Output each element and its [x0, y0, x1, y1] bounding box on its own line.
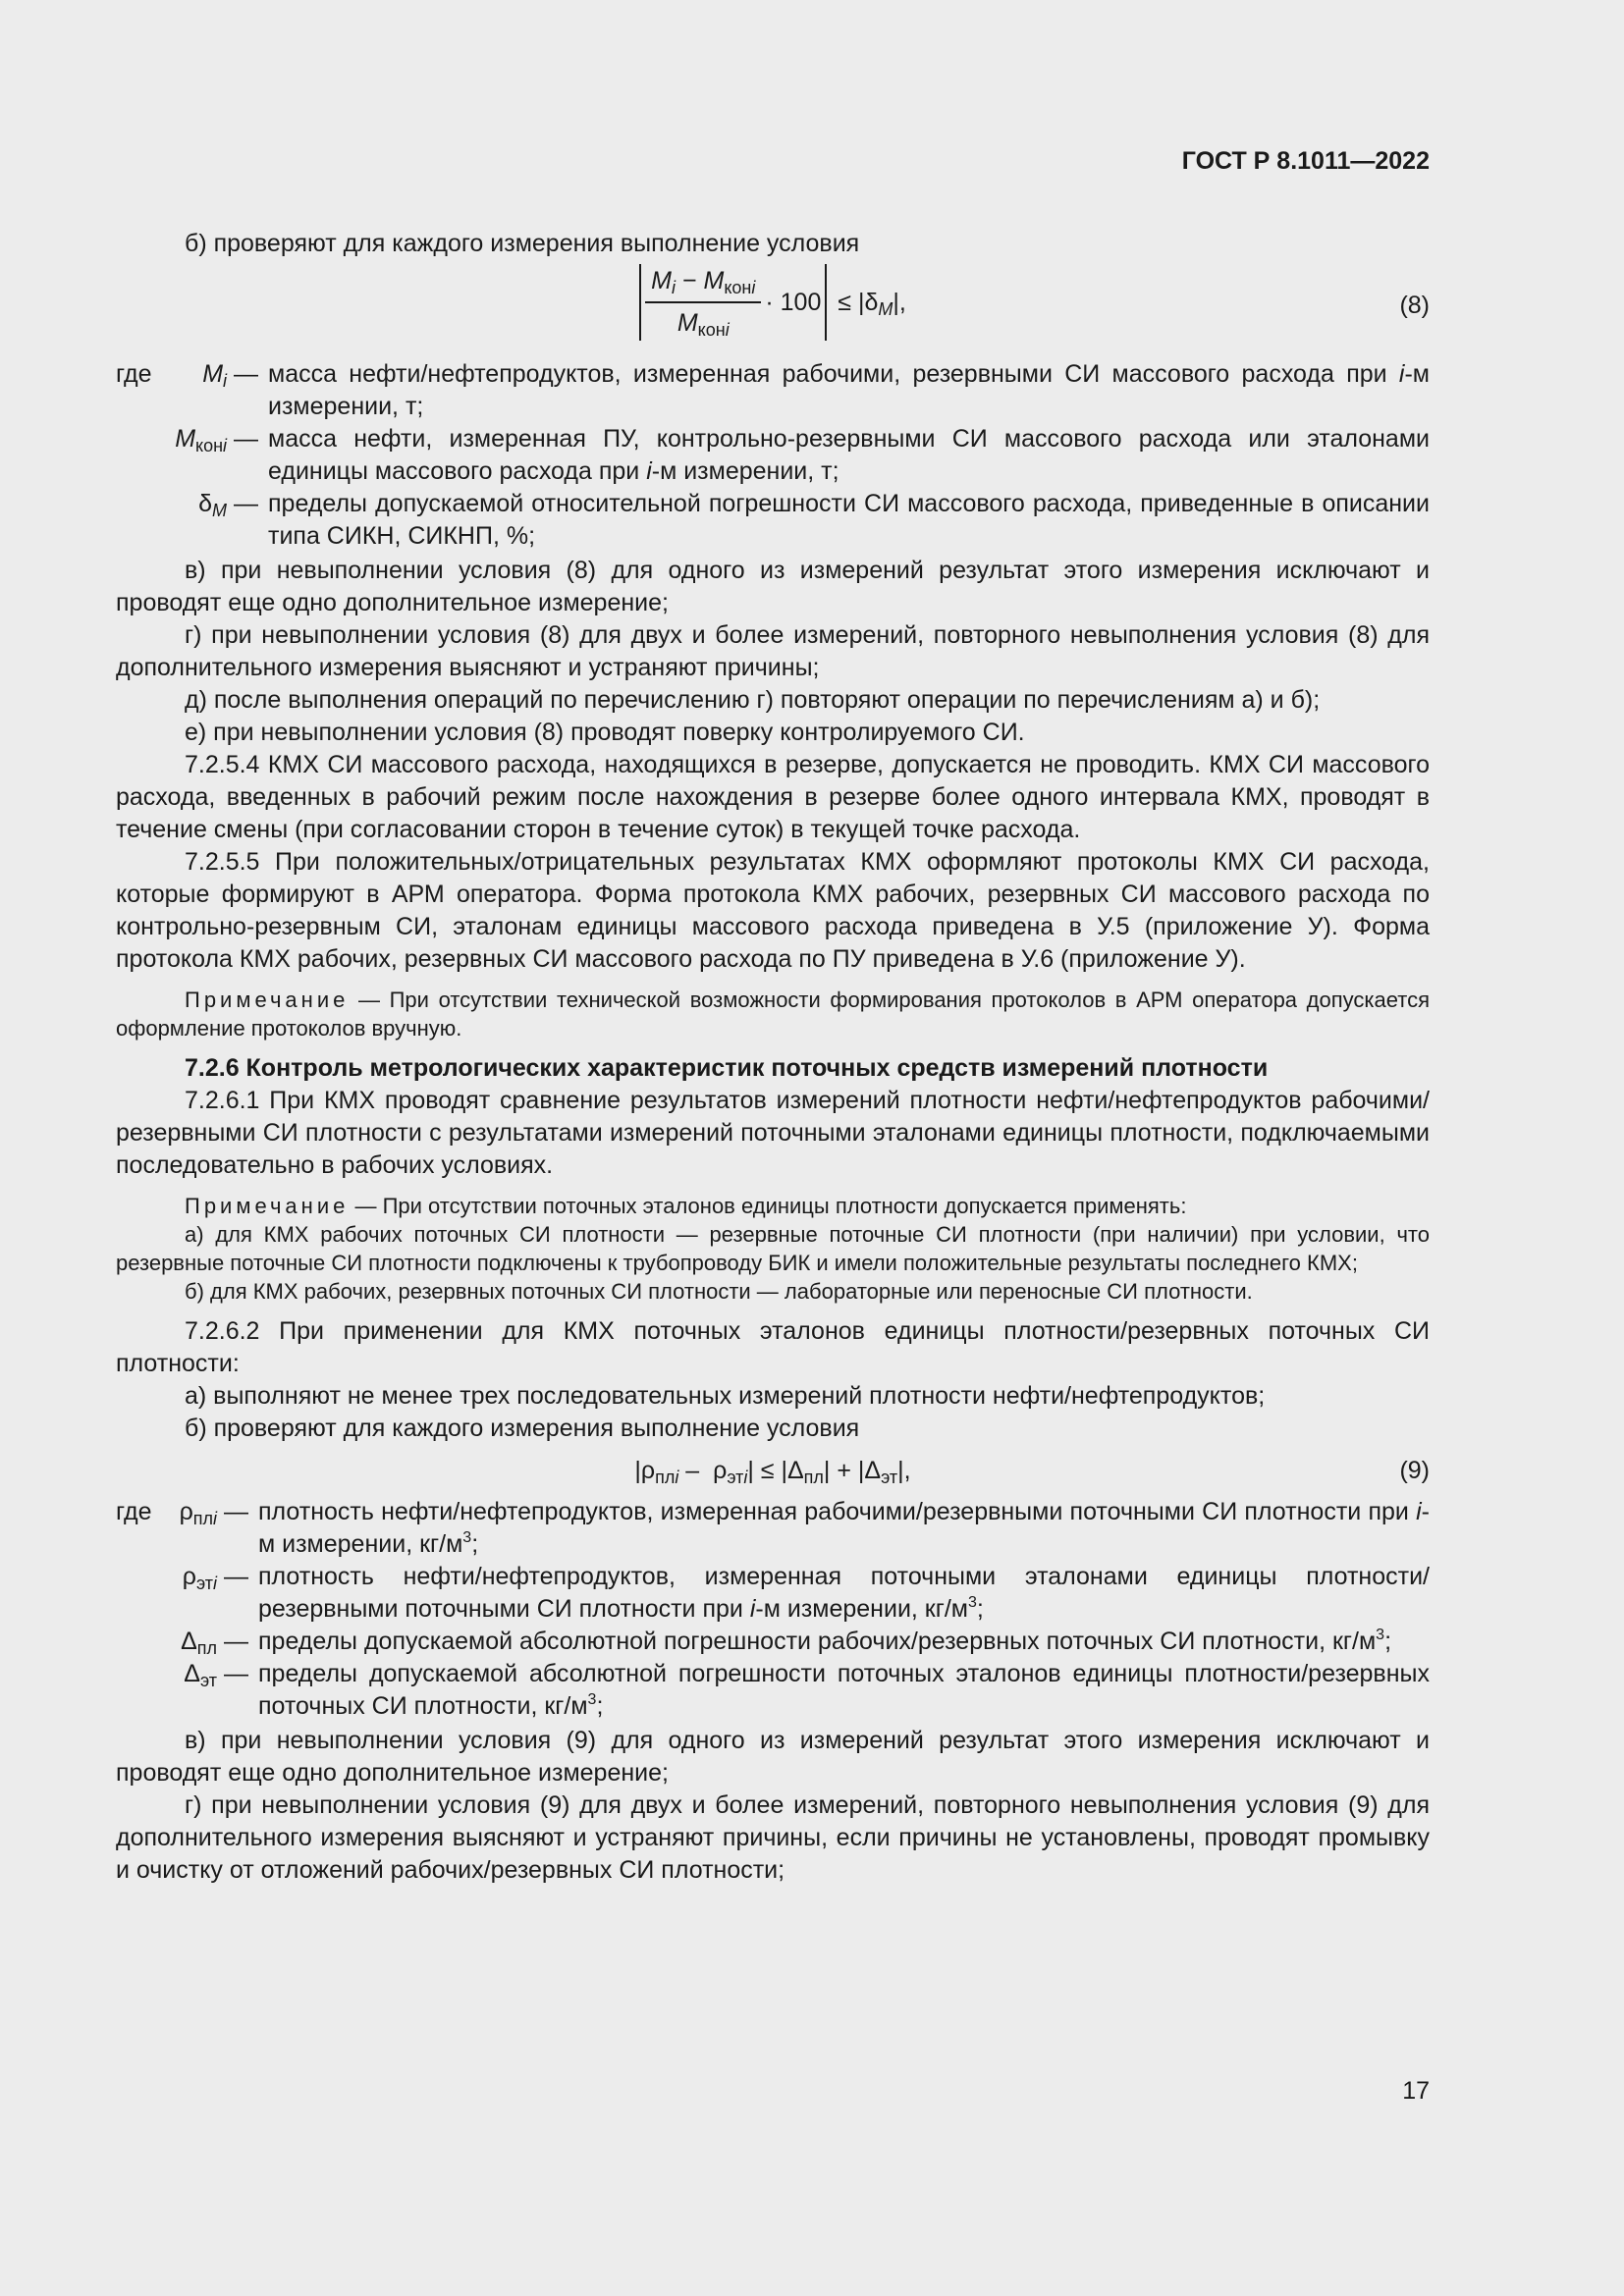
definition-row — [116, 1626, 1430, 1658]
clause-7-2-5-5: 7.2.5.5 При положительных/отрицательных результатах КМХ оформляют протоколы КМХ СИ расхода, которые формируют в АРМ оператора. Форма протокола КМХ рабочих, резервных СИ массового расхода по контрольно-резервным СИ, эталонам единицы массового расхода приведена в У.5 (приложение У). Форма протокола КМХ рабочих, резервных СИ массового расхода по ПУ приведена в У.6 (приложение У). — [116, 848, 1430, 973]
definition-text: пределы допускаемой абсолютной погрешности поточных эталонов единицы плотности/резервных поточных СИ плотности, $кг/м^3$; — [258, 1660, 1430, 1720]
definition-row — [116, 1561, 1430, 1626]
note-text: — При отсутствии поточных эталонов единицы плотности допускается применять: — [349, 1194, 1187, 1218]
definition-text: плотность нефти/нефтепродуктов, измеренная поточными эталонами единицы плотности/резервными поточными СИ плотности при i-м измерении, $кг/м^3$; — [258, 1563, 1430, 1623]
definition-term: $\rho_{этi}$ — — [182, 1563, 248, 1593]
definition-term: $M_{конi}$ — — [175, 425, 258, 455]
page-number: 17 — [1402, 2077, 1430, 2105]
formula-9 — [116, 1449, 1430, 1494]
formula-8 — [116, 264, 1430, 352]
definition-text: масса нефти/нефтепродуктов, измеренная рабочими, резервными СИ массового расхода при i-м измерении, т; — [268, 360, 1430, 420]
definition-row — [116, 423, 1430, 488]
definition-row — [116, 488, 1430, 553]
note-protocols — [116, 986, 1430, 1042]
definition-term: где $\rho_{плi}$ — — [116, 1498, 248, 1528]
list-item-a: а) выполняют не менее трех последовательных измерений плотности нефти/нефтепродуктов; — [185, 1382, 1266, 1410]
clause-7-2-6-1: 7.2.6.1 При КМХ проводят сравнение результатов измерений плотности нефти/нефтепродуктов рабочими/резервными СИ плотности с результатами измерений поточными эталонами единицы плотности, подключаемыми последовательно в рабочих условиях. — [116, 1087, 1430, 1179]
fraction-numerator: $M_i - M_{конi}$ — [645, 265, 761, 303]
definition-term: $\delta_M$ — — [198, 490, 258, 520]
definition-row — [116, 1658, 1430, 1723]
clause-7-2-6-2: 7.2.6.2 При применении для КМХ поточных эталонов единицы плотности/резервных поточных СИ плотности: — [116, 1317, 1430, 1377]
page-content — [116, 228, 1430, 1887]
list-item-v-2: в) при невыполнении условия (9) для одного из измерений результат этого измерения исключают и проводят еще одно дополнительное измерение; — [116, 1727, 1430, 1787]
note-label: Примечание — [185, 988, 350, 1012]
section-heading-7-2-6: 7.2.6 Контроль метрологических характеристик поточных средств измерений плотности — [185, 1054, 1269, 1082]
definitions-formula-8 — [116, 358, 1430, 553]
fraction — [645, 265, 761, 340]
formula-relation: ≤ $|\delta_M|$, — [831, 288, 906, 319]
document-code-header: ГОСТ Р 8.1011—2022 — [1181, 147, 1430, 175]
definition-term: $\Delta_{пл}$ — — [181, 1628, 248, 1658]
definition-text: масса нефти, измеренная ПУ, контрольно-резервными СИ массового расхода или эталонами единицы массового расхода при i-м измерении, т; — [268, 425, 1430, 485]
list-item-e: е) при невыполнении условия (8) проводят поверку контролируемого СИ. — [185, 719, 1025, 746]
definition-text: пределы допускаемой относительной погрешности СИ массового расхода, приведенные в описании типа СИКН, СИКНП, %; — [268, 490, 1430, 550]
list-item-d: д) после выполнения операций по перечислению г) повторяют операции по перечислениям а) и б); — [185, 686, 1321, 714]
formula-number-8: (8) — [1399, 292, 1430, 319]
definition-text: пределы допускаемой абсолютной погрешности рабочих/резервных поточных СИ плотности, $кг/м^3$; — [258, 1627, 1392, 1655]
note-label: Примечание — [185, 1194, 350, 1218]
clause-7-2-5-4: 7.2.5.4 КМХ СИ массового расхода, находящихся в резерве, допускается не проводить. КМХ СИ массового расхода, введенных в рабочий режим после нахождения в резерве более одного интервала КМХ, проводят в течение смены (при согласовании сторон в течение суток) в текущей точке расхода. — [116, 751, 1430, 843]
list-item-g-2: г) при невыполнении условия (9) для двух и более измерений, повторного невыполнения условия (9) для дополнительного измерения выясняют и устраняют причины, если причины не установлены, проводят промывку и очистку от отложений рабочих/резервных СИ плотности; — [116, 1791, 1430, 1884]
list-item-b-condition-2: б) проверяют для каждого измерения выполнение условия — [185, 1415, 860, 1442]
note-item-a: а) для КМХ рабочих поточных СИ плотности — резервные поточные СИ плотности (при наличии) при условии, что резервные поточные СИ плотности подключены к трубопроводу БИК и имели положительные результаты последнего КМХ; — [116, 1222, 1430, 1275]
list-item-g: г) при невыполнении условия (8) для двух и более измерений, повторного невыполнения условия (8) для дополнительного измерения выясняют и устраняют причины; — [116, 621, 1430, 681]
formula-expression: $|\rho_{плi} - \rho_{этi}| \le |\Delta_{пл}| + |\Delta_{эт}|$, — [634, 1457, 911, 1487]
definition-row — [116, 1496, 1430, 1561]
formula-multiplier: · 100 — [765, 288, 822, 316]
definition-term: где $M_i$ — — [116, 360, 258, 391]
abs-bar-right — [825, 264, 827, 341]
formula-number-9: (9) — [1399, 1457, 1430, 1484]
list-item-b-condition: б) проверяют для каждого измерения выполнение условия — [185, 230, 860, 257]
definition-row — [116, 358, 1430, 423]
fraction-denominator: $M_{конi}$ — [677, 309, 730, 340]
abs-bar-left — [639, 264, 641, 341]
note-density-standards — [116, 1192, 1430, 1306]
definition-term: $\Delta_{эт}$ — — [184, 1660, 248, 1690]
note-item-b: б) для КМХ рабочих, резервных поточных СИ плотности — лабораторные или переносные СИ плотности. — [185, 1279, 1253, 1304]
list-item-v: в) при невыполнении условия (8) для одного из измерений результат этого измерения исключают и проводят еще одно дополнительное измерение; — [116, 557, 1430, 616]
definition-text: плотность нефти/нефтепродуктов, измеренная рабочими/резервными поточными СИ плотности при i-м измерении, $кг/м^3$; — [258, 1498, 1430, 1558]
note-text: — При отсутствии технической возможности формирования протоколов в АРМ оператора допускается оформление протоколов вручную. — [116, 988, 1430, 1041]
definitions-formula-9 — [116, 1496, 1430, 1723]
